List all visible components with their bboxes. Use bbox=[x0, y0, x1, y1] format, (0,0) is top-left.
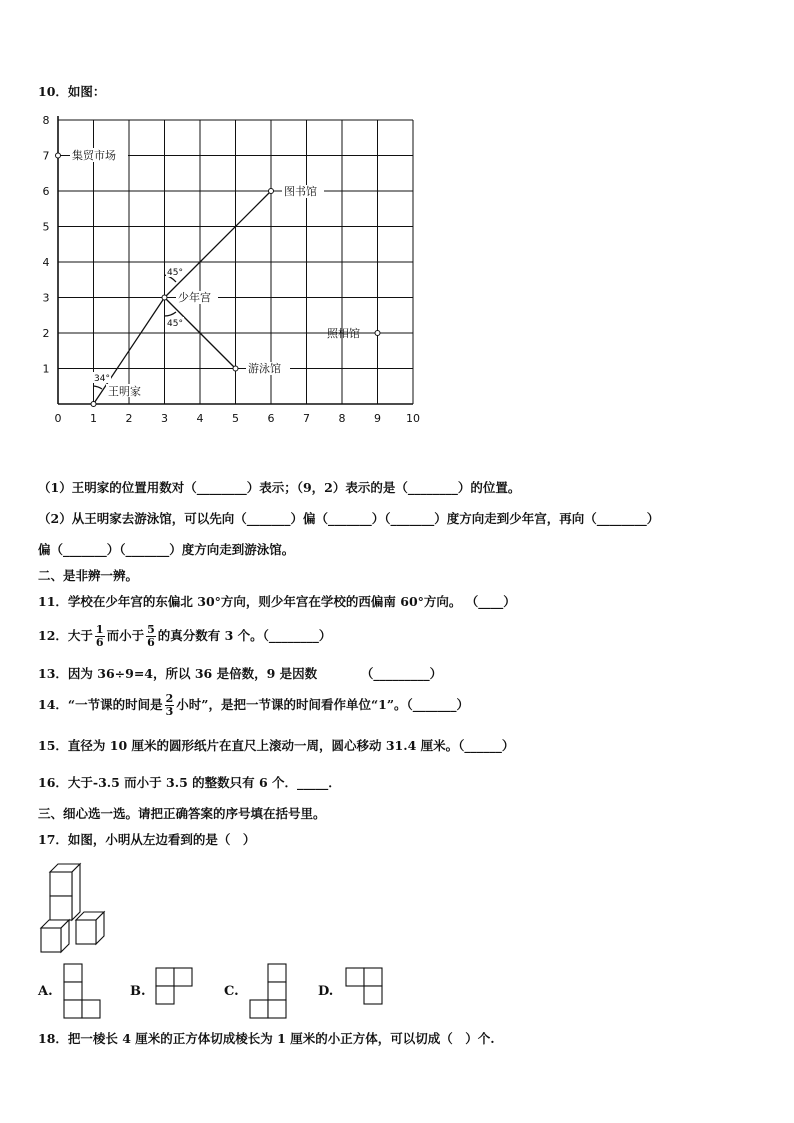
coordinate-grid-figure bbox=[36, 108, 426, 430]
angle-label: 45° bbox=[167, 319, 183, 329]
y-tick: 6 bbox=[42, 185, 50, 198]
label-pool: 游泳馆 bbox=[248, 362, 281, 375]
option-d-figure[interactable] bbox=[344, 966, 386, 1012]
option-b-label[interactable]: B. bbox=[130, 984, 146, 999]
q12-fraction-1: $\frac{1}{6}$ bbox=[95, 623, 104, 649]
label-youth-palace: 少年宫 bbox=[178, 291, 211, 304]
y-tick: 3 bbox=[42, 291, 50, 305]
q17-text: 17．如图，小明从左边看到的是（ ） bbox=[38, 832, 256, 847]
option-a-figure[interactable] bbox=[62, 962, 104, 1022]
y-tick: 8 bbox=[42, 114, 50, 127]
y-tick: 4 bbox=[42, 256, 50, 269]
x-tick: 7 bbox=[303, 412, 310, 425]
option-c-figure[interactable] bbox=[248, 962, 290, 1022]
q15: 15．直径为 10 厘米的圆形纸片在直尺上滚动一周，圆心移动 31.4 厘米。（______） bbox=[38, 738, 515, 753]
q12-mid: 而小于 bbox=[106, 628, 145, 643]
x-tick: 0 bbox=[54, 412, 62, 425]
q18: 18．把一棱长 4 厘米的正方体切成棱长为 1 厘米的小正方体，可以切成（ ）个. bbox=[38, 1031, 495, 1046]
x-tick: 8 bbox=[338, 412, 346, 425]
point-home bbox=[91, 402, 96, 407]
point-library bbox=[269, 189, 274, 194]
x-tick: 9 bbox=[374, 412, 381, 425]
option-a-label[interactable]: A. bbox=[38, 984, 53, 999]
y-tick: 5 bbox=[42, 220, 50, 234]
x-tick: 1 bbox=[90, 412, 97, 425]
angle-label: 34° bbox=[94, 374, 110, 384]
q14-post: 小时”，是把一节课的时间看作单位“1”。（_______） bbox=[176, 697, 470, 712]
x-tick: 4 bbox=[196, 412, 204, 425]
option-c-label[interactable]: C. bbox=[224, 984, 239, 999]
section-2-heading: 二、是非辨一辨。 bbox=[38, 568, 139, 583]
x-tick: 3 bbox=[161, 412, 168, 425]
y-tick: 2 bbox=[42, 327, 50, 340]
q16: 16．大于-3.5 而小于 3.5 的整数只有 6 个．_____． bbox=[38, 775, 341, 790]
q10-sub2-line2: 偏（_______）（_______）度方向走到游泳馆。 bbox=[38, 542, 295, 557]
point-photo-studio bbox=[375, 331, 380, 336]
y-tick: 1 bbox=[42, 362, 50, 376]
x-tick: 6 bbox=[267, 412, 275, 425]
point-youth-palace bbox=[162, 295, 167, 300]
point-pool bbox=[233, 366, 238, 371]
x-tick: 5 bbox=[232, 412, 239, 425]
section-3-heading: 三、细心选一选。请把正确答案的序号填在括号里。 bbox=[38, 806, 326, 821]
q10-sub2-line1: （2）从王明家去游泳馆，可以先向（_______）偏（_______）（_______）度方向走到少年宫，再向（________） bbox=[38, 511, 660, 526]
option-b-figure[interactable] bbox=[154, 966, 196, 1008]
q12 bbox=[38, 621, 331, 651]
angle-label: 45° bbox=[167, 268, 183, 278]
label-photo-studio: 照相馆 bbox=[327, 327, 360, 340]
x-tick: 2 bbox=[125, 412, 133, 425]
label-home: 王明家 bbox=[108, 385, 141, 398]
q12-fraction-2: $\frac{5}{6}$ bbox=[147, 623, 155, 649]
q13: 13．因为 36÷9=4，所以 36 是倍数，9 是因数 （_________） bbox=[38, 666, 443, 681]
q12-post: 的真分数有 3 个。（________） bbox=[157, 628, 332, 643]
y-tick: 7 bbox=[42, 149, 50, 163]
q14 bbox=[38, 690, 469, 720]
q11: 11．学校在少年宫的东偏北 30°方向，则少年宫在学校的西偏南 60°方向。 （____） bbox=[38, 594, 516, 609]
q14-fraction: $\frac{2}{3}$ bbox=[165, 692, 174, 718]
q10-title: 10．如图： bbox=[38, 84, 106, 99]
x-tick: 10 bbox=[406, 412, 420, 425]
q10-sub1: （1）王明家的位置用数对（________）表示；（9，2）表示的是（________）的位置。 bbox=[38, 480, 521, 495]
cube-stack-figure bbox=[36, 860, 116, 960]
point-market bbox=[56, 153, 61, 158]
q14-pre: 14．“一节课的时间是 bbox=[38, 697, 163, 712]
label-market: 集贸市场 bbox=[72, 149, 116, 162]
label-library: 图书馆 bbox=[284, 185, 317, 198]
q12-pre: 12．大于 bbox=[38, 628, 93, 643]
option-d-label[interactable]: D. bbox=[318, 984, 334, 999]
